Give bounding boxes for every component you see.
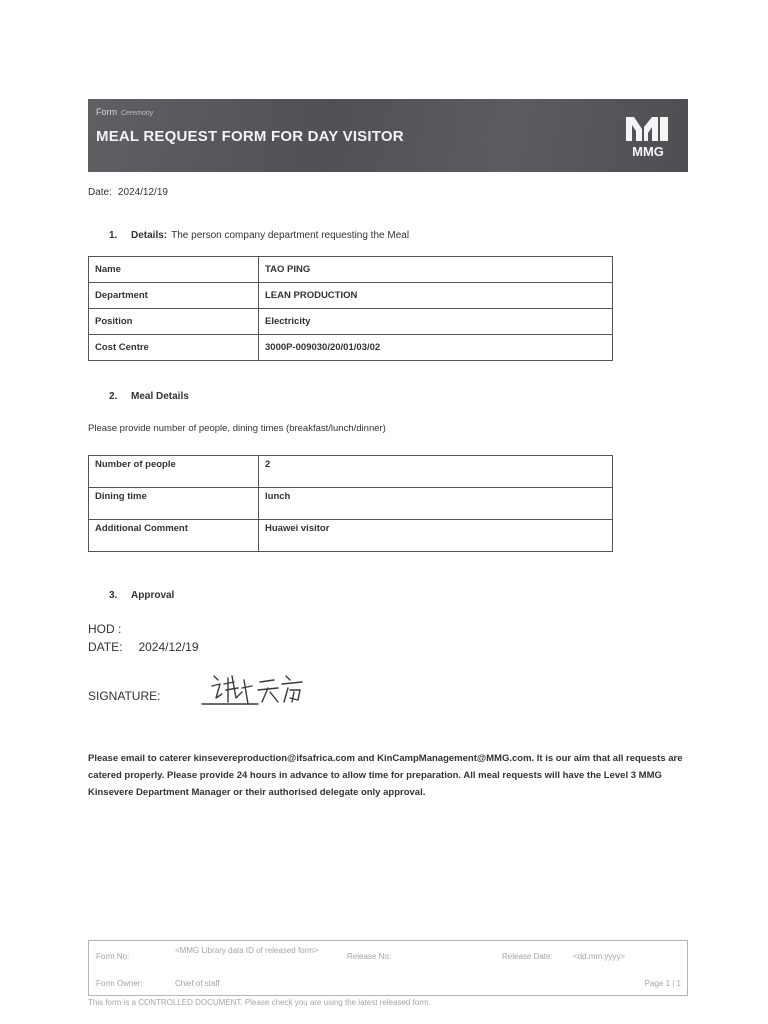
details-value: TAO PING (259, 257, 613, 283)
meal-instruction: Please provide number of people, dining times (breakfast/lunch/dinner) (88, 423, 386, 434)
form-label-text: Form (96, 107, 117, 117)
section-heading: Details: (131, 230, 168, 241)
section-approval-heading (109, 590, 178, 601)
table-row (89, 335, 613, 361)
section-details-heading (109, 230, 409, 241)
release-no-label: Release No: (347, 952, 392, 961)
details-table (88, 256, 613, 361)
meal-label: Number of people (89, 456, 259, 488)
approval-date (88, 640, 199, 654)
details-label: Department (89, 283, 259, 309)
page-number: Page 1 | 1 (644, 979, 681, 988)
mmg-logo-word: MMG (632, 144, 664, 159)
controlled-document-note: This form is a CONTROLLED DOCUMENT. Please check you are using the latest released form. (88, 998, 431, 1007)
form-label (96, 107, 153, 117)
table-row (89, 309, 613, 335)
table-row (89, 488, 613, 520)
header-banner (88, 99, 688, 172)
table-row (89, 283, 613, 309)
hod-label: HOD : (88, 622, 122, 636)
details-value: Electricity (259, 309, 613, 335)
details-label: Position (89, 309, 259, 335)
mmg-logo (622, 113, 674, 159)
meal-value: lunch (259, 488, 613, 520)
signature-image (198, 668, 320, 710)
section-number: 3. (109, 590, 118, 601)
details-value: LEAN PRODUCTION (259, 283, 613, 309)
mmg-logo-mark (622, 113, 674, 143)
release-date-label: Release Date: (502, 952, 553, 961)
meal-value: 2 (259, 456, 613, 488)
section-number: 2. (109, 391, 118, 402)
form-no-label: Form No: (96, 952, 130, 961)
section-heading: Approval (131, 590, 175, 601)
form-no-value: <MMG Library data ID of released form> (175, 946, 319, 955)
form-sub-label: Ceremony (121, 110, 154, 117)
form-date (88, 187, 168, 198)
form-owner-value: Chief of staff (175, 979, 220, 988)
approval-date-label: DATE: (88, 640, 123, 654)
meal-label: Dining time (89, 488, 259, 520)
section-heading: Meal Details (131, 391, 189, 402)
section-meal-heading (109, 391, 193, 402)
date-label: Date: (88, 187, 112, 198)
meal-value: Huawei visitor (259, 520, 613, 552)
email-notice: Please email to caterer kinsevereproduction@ifsafrica.com and KinCampManagement@MMG.com. It is our aim that all requests are catered properly. Please provide 24 hours in advance to allow time for preparation. All meal requests will have the Level 3 MMG Kinsevere Department Manager or their authorised delegate only approval. (88, 753, 683, 798)
meal-label: Additional Comment (89, 520, 259, 552)
section-description: The person company department requesting the Meal (171, 230, 410, 241)
meal-table (88, 455, 613, 552)
details-value: 3000P-009030/20/01/03/02 (259, 335, 613, 361)
date-value: 2024/12/19 (117, 187, 168, 198)
details-label: Cost Centre (89, 335, 259, 361)
footer-table (88, 940, 688, 996)
form-title: MEAL REQUEST FORM FOR DAY VISITOR (96, 128, 404, 145)
approval-date-value: 2024/12/19 (138, 640, 199, 654)
release-date-value: <dd.mm.yyyy> (573, 952, 626, 961)
details-label: Name (89, 257, 259, 283)
table-row (89, 257, 613, 283)
section-number: 1. (109, 230, 118, 241)
signature-label: SIGNATURE: (88, 689, 161, 703)
table-row (89, 520, 613, 552)
form-owner-label: Form Owner: (96, 979, 143, 988)
table-row (89, 456, 613, 488)
